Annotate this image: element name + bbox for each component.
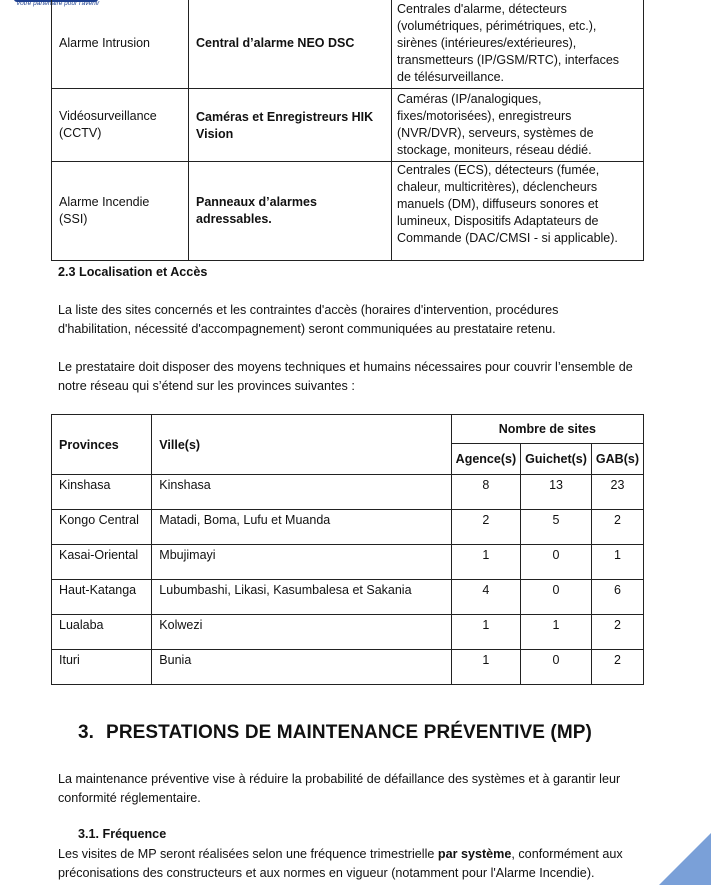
subsection-3-1-title: 3.1. Fréquence — [78, 827, 167, 841]
frequency-text-end: , conformément aux préconisations des constructeurs et aux normes en vigueur (notamment pour l'Alarme Incendie). — [58, 847, 623, 880]
frequency-text-start: Les visites de MP seront réalisées selon une fréquence trimestrielle — [58, 847, 438, 861]
page-corner-decoration — [659, 833, 711, 885]
system-domain: Vidéosurveillance (CCTV) — [52, 89, 189, 162]
cell-agences: 1 — [451, 615, 520, 650]
table-row — [52, 615, 644, 650]
table-row — [52, 475, 644, 510]
cell-province: Kinshasa — [52, 475, 152, 510]
section-3-paragraph: La maintenance préventive vise à réduire la probabilité de défaillance des systèmes et à garantir leur conformité réglementaire. — [58, 772, 621, 805]
cell-city: Kinshasa — [152, 475, 451, 510]
systems-table — [51, 0, 644, 261]
table-row — [52, 0, 644, 89]
table-row — [52, 545, 644, 580]
section-2-3-title: 2.3 Localisation et Accès — [58, 265, 208, 279]
system-components: Centrales d'alarme, détecteurs (volumétriques, périmétriques, etc.), sirènes (intérieures/extérieures), transmetteurs (IP/GSM/RTC), interfaces de télésurveillance. — [392, 0, 644, 89]
cell-agences: 4 — [451, 580, 520, 615]
table-header-row — [52, 415, 644, 444]
table-row — [52, 580, 644, 615]
cell-city: Kolwezi — [152, 615, 451, 650]
cell-city: Lubumbashi, Likasi, Kasumbalesa et Sakania — [152, 580, 451, 615]
header-provinces: Provinces — [52, 415, 152, 475]
header-cities: Ville(s) — [152, 415, 451, 475]
cell-city: Mbujimayi — [152, 545, 451, 580]
section-3-title: PRESTATIONS DE MAINTENANCE PRÉVENTIVE (MP) — [106, 722, 592, 743]
cell-city: Bunia — [152, 650, 451, 685]
header-gab: GAB(s) — [591, 444, 643, 475]
system-solution: Central d’alarme NEO DSC — [189, 0, 392, 89]
cell-gab: 1 — [591, 545, 643, 580]
cell-guichets: 0 — [521, 650, 592, 685]
section-3-heading — [78, 722, 592, 744]
table-row — [52, 510, 644, 545]
table-row — [52, 650, 644, 685]
cell-agences: 2 — [451, 510, 520, 545]
header-guichets: Guichet(s) — [521, 444, 592, 475]
system-domain: Alarme Incendie (SSI) — [52, 162, 189, 261]
cell-province: Haut-Katanga — [52, 580, 152, 615]
cell-city: Matadi, Boma, Lufu et Muanda — [152, 510, 451, 545]
cell-gab: 2 — [591, 615, 643, 650]
system-domain: Alarme Intrusion — [52, 0, 189, 89]
cell-agences: 8 — [451, 475, 520, 510]
cell-guichets: 0 — [521, 580, 592, 615]
frequency-text-bold: par système — [437, 847, 512, 861]
logo-tagline: Votre partenaire pour l'avenir — [16, 0, 100, 7]
cell-province: Kasai-Oriental — [52, 545, 152, 580]
frequency-paragraph — [58, 845, 648, 883]
cell-gab: 2 — [591, 650, 643, 685]
system-components: Caméras (IP/analogiques, fixes/motorisées), enregistreurs (NVR/DVR), serveurs, systèmes de stockage, moniteurs, réseau dédié. — [392, 89, 644, 162]
table-row — [52, 89, 644, 162]
cell-gab: 23 — [591, 475, 643, 510]
header-agences: Agence(s) — [451, 444, 520, 475]
section-2-3-paragraph-1: La liste des sites concernés et les contraintes d'accès (horaires d'intervention, procédures d'habilitation, nécessité d'accompagnement) seront communiquées au prestataire retenu. — [58, 303, 559, 336]
table-row — [52, 162, 644, 261]
cell-guichets: 0 — [521, 545, 592, 580]
cell-province: Lualaba — [52, 615, 152, 650]
cell-agences: 1 — [451, 545, 520, 580]
header-site-count: Nombre de sites — [451, 415, 643, 444]
cell-province: Kongo Central — [52, 510, 152, 545]
section-3-number: 3. — [78, 722, 95, 743]
system-components: Centrales (ECS), détecteurs (fumée, chaleur, multicritères), déclencheurs manuels (DM), diffuseurs sonores et lumineux, Dispositifs Adaptateurs de Commande (DAC/CMSI - si applicable). — [392, 162, 644, 261]
cell-province: Ituri — [52, 650, 152, 685]
cell-agences: 1 — [451, 650, 520, 685]
cell-guichets: 13 — [521, 475, 592, 510]
cell-gab: 6 — [591, 580, 643, 615]
system-solution: Panneaux d’alarmes adressables. — [189, 162, 392, 261]
section-2-3-paragraph-2: Le prestataire doit disposer des moyens techniques et humains nécessaires pour couvrir l’ensemble de notre réseau qui s’étend sur les provinces suivantes : — [58, 360, 633, 393]
cell-guichets: 1 — [521, 615, 592, 650]
cell-gab: 2 — [591, 510, 643, 545]
sites-table — [51, 414, 644, 685]
cell-guichets: 5 — [521, 510, 592, 545]
system-solution: Caméras et Enregistreurs HIK Vision — [189, 89, 392, 162]
